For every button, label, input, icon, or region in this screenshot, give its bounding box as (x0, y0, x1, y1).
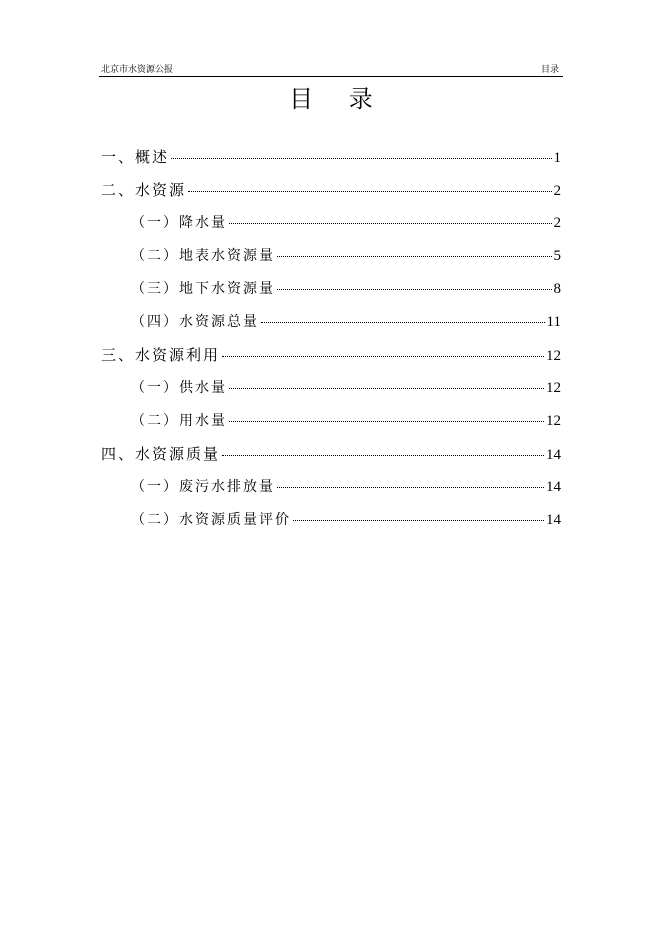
toc-entry-label: （二）水资源质量评价 (131, 512, 291, 528)
toc-leader-dots (277, 289, 552, 290)
toc-entry-label: 三、水资源利用 (101, 346, 221, 364)
toc-entry-label: 二、水资源 (101, 181, 187, 199)
toc-entry-water-use[interactable] (101, 344, 561, 377)
toc-entry-precipitation[interactable] (101, 212, 561, 245)
toc-page-number: 5 (553, 248, 561, 264)
toc-leader-dots (277, 256, 552, 257)
toc-entry-label: （一）降水量 (131, 215, 227, 231)
toc-entry-groundwater[interactable] (101, 278, 561, 311)
toc-entry-label: （二）用水量 (131, 413, 227, 429)
toc-entry-total-water-resources[interactable] (101, 311, 561, 344)
toc-leader-dots (222, 356, 544, 357)
toc-leader-dots (222, 455, 544, 456)
toc-entry-label: （一）供水量 (131, 380, 227, 396)
toc-page-number: 12 (546, 348, 561, 364)
running-header (99, 60, 563, 77)
toc-page-number: 2 (553, 215, 561, 231)
toc-page-number: 11 (546, 314, 561, 330)
toc-entry-label: 四、水资源质量 (101, 445, 221, 463)
toc-page-number: 14 (546, 479, 561, 495)
toc-leader-dots (277, 487, 544, 488)
toc-leader-dots (229, 421, 544, 422)
toc-entry-wastewater-discharge[interactable] (101, 476, 561, 509)
toc-page-number: 1 (553, 150, 561, 166)
page-title: 目 录 (289, 85, 387, 113)
toc-entry-label: （三）地下水资源量 (131, 281, 275, 297)
toc-entry-water-quality[interactable] (101, 443, 561, 476)
toc-leader-dots (188, 191, 551, 192)
toc-page-number: 8 (553, 281, 561, 297)
toc-entry-label: （四）水资源总量 (131, 314, 259, 330)
header-publication-title: 北京市水资源公报 (101, 65, 174, 75)
toc-page-number: 14 (546, 512, 561, 528)
toc-entry-water-resources[interactable] (101, 179, 561, 212)
toc-entry-label: 一、概述 (101, 148, 170, 166)
header-section-name: 目录 (540, 65, 559, 75)
toc-page-number: 14 (546, 447, 561, 463)
toc-entry-water-supply[interactable] (101, 377, 561, 410)
toc-leader-dots (229, 388, 544, 389)
toc-leader-dots (229, 223, 552, 224)
toc-entry-water-consumption[interactable] (101, 410, 561, 443)
table-of-contents (101, 146, 561, 542)
toc-leader-dots (293, 520, 544, 521)
toc-entry-label: （一）废污水排放量 (131, 479, 275, 495)
toc-entry-label: （二）地表水资源量 (131, 248, 275, 264)
toc-leader-dots (171, 158, 551, 159)
toc-page-number: 2 (553, 183, 561, 199)
toc-page-number: 12 (546, 380, 561, 396)
toc-leader-dots (261, 322, 545, 323)
toc-entry-overview[interactable] (101, 146, 561, 179)
toc-page-number: 12 (546, 413, 561, 429)
toc-entry-surface-water[interactable] (101, 245, 561, 278)
toc-entry-quality-assessment[interactable] (101, 509, 561, 542)
